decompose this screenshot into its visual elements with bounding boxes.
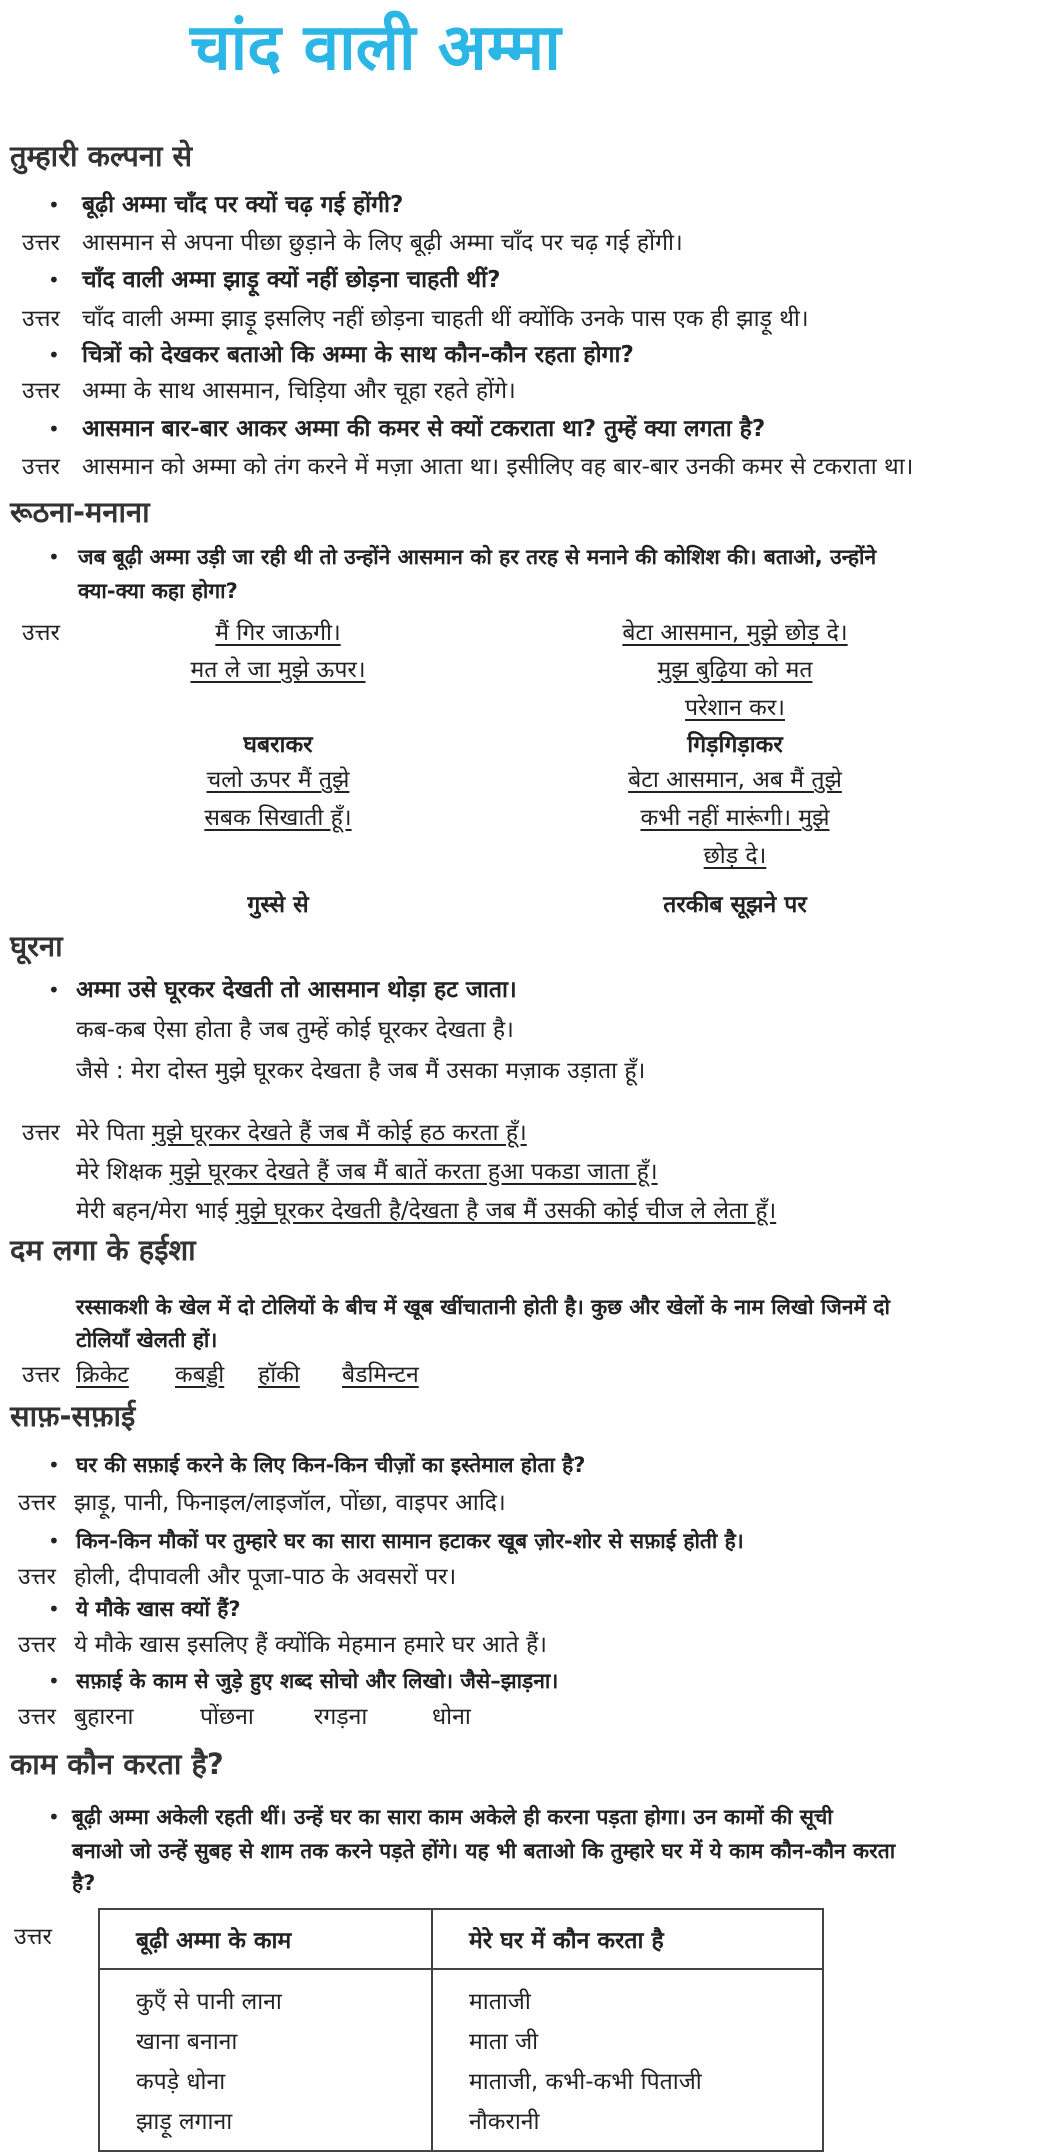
answer-line [76, 1196, 776, 1226]
table-row [99, 2020, 823, 2060]
table-row [99, 2100, 823, 2151]
answer-word: धोना [432, 1704, 471, 1730]
question: बूढ़ी अम्मा अकेली रहती थीं। उन्हें घर का सारा काम अकेले ही करना पड़ता होगा। उन कामों की सूची [72, 1805, 833, 1829]
answer-word: पोंछना [200, 1704, 254, 1730]
question: बूढ़ी अम्मा चाँद पर क्यों चढ़ गई होंगी? [82, 192, 404, 218]
answer-underlined: मुझे घूरकर देखते हैं जब मैं बातें करता हुआ पकडा जाता हूँ। [169, 1159, 658, 1185]
page-title: चांद वाली अम्मा [190, 11, 561, 85]
answer: चाँद वाली अम्मा झाड़ू इसलिए नहीं छोड़ना चाहती थीं क्योंकि उनके पास एक ही झाड़ू थी। [82, 306, 809, 332]
bullet-icon: • [48, 343, 60, 367]
question-continued: बनाओ जो उन्हें सुबह से शाम तक करने पड़ते होंगे। यह भी बताओ कि तुम्हारे घर में ये काम कौन-कौन करता [72, 1839, 896, 1863]
question: रस्साकशी के खेल में दो टोलियों के बीच में खूब खींचातानी होती है। कुछ और खेलों के नाम लिखो जिनमें दो [76, 1295, 890, 1319]
question: ये मौके खास क्यों हैं? [76, 1597, 241, 1621]
question: घर की सफ़ाई करने के लिए किन-किन चीज़ों का इस्तेमाल होता है? [76, 1453, 586, 1477]
question: आसमान बार-बार आकर अम्मा की कमर से क्यों टकराता था? तुम्हें क्या लगता है? [82, 416, 766, 442]
answer: आसमान को अम्मा को तंग करने में मज़ा आता था। इसीलिए वह बार-बार उनकी कमर से टकराता था। [82, 454, 914, 480]
answer-word: रगड़ना [314, 1704, 368, 1730]
answer-word: क्रिकेट [76, 1362, 129, 1388]
question: जब बूढ़ी अम्मा उड़ी जा रही थी तो उन्होंने आसमान को हर तरह से मनाने की कोशिश की। बताओ, उन्होंने [78, 545, 877, 569]
answer-label: उत्तर [18, 1632, 56, 1658]
answer-word: कबड्डी [175, 1362, 225, 1388]
table-row [99, 1969, 823, 2020]
answer-label: उत्तर [22, 454, 60, 480]
question: अम्मा उसे घूरकर देखती तो आसमान थोड़ा हट जाता। [76, 977, 517, 1003]
bullet-icon: • [48, 1453, 60, 1477]
answer-label-ghabrakar: घबराकर [243, 732, 313, 758]
section-heading-dum-laga-ke-haisha: दम लगा के हईशा [10, 1233, 196, 1267]
answer-label: उत्तर [22, 378, 60, 404]
answer: आसमान से अपना पीछा छुड़ाने के लिए बूढ़ी अम्मा चाँद पर चढ़ गई होंगी। [82, 230, 683, 256]
question: चाँद वाली अम्मा झाड़ू क्यों नहीं छोड़ना चाहती थीं? [82, 267, 501, 293]
table-header-row [99, 1909, 823, 1969]
bullet-icon: • [48, 1529, 60, 1553]
bullet-icon: • [48, 268, 60, 292]
answer-line: मुझ बुढ़िया को मत [657, 657, 813, 683]
answer-underlined: मुझे घूरकर देखते हैं जब मैं कोई हठ करता हूँ। [151, 1120, 527, 1146]
table-cell: खाना बनाना [99, 2020, 432, 2060]
bullet-icon: • [48, 545, 60, 569]
answer-word: बैडमिन्टन [342, 1362, 419, 1388]
bullet-icon: • [48, 1805, 60, 1829]
answer-label-gidgidakar: गिड़गिड़ाकर [687, 732, 783, 758]
answer-line: छोड़ दे। [703, 843, 767, 869]
bullet-icon: • [48, 417, 60, 441]
answer-prefix: मेरे शिक्षक [76, 1159, 170, 1185]
answer-line: बेटा आसमान, अब मैं तुझे [628, 767, 842, 793]
answer-label: उत्तर [22, 1120, 60, 1146]
answer-line: चलो ऊपर मैं तुझे [206, 767, 350, 793]
table-cell: माताजी, कभी-कभी पिताजी [469, 2069, 702, 2095]
table-cell: नौकरानी [469, 2109, 540, 2135]
question-continued: क्या-क्या कहा होगा? [78, 579, 238, 603]
answer-line: सबक सिखाती हूँ। [204, 805, 352, 831]
table-cell: कुएँ से पानी लाना [99, 1969, 432, 2020]
answer: अम्मा के साथ आसमान, चिड़िया और चूहा रहते होंगे। [82, 378, 516, 404]
answer-label-tarkeeb: तरकीब सूझने पर [663, 892, 807, 918]
answer-label: उत्तर [18, 1564, 56, 1590]
answer-label-gusse: गुस्से से [247, 892, 309, 918]
answer-word: हॉकी [258, 1362, 300, 1388]
answer-label: उत्तर [18, 1490, 56, 1516]
table-header: बूढ़ी अम्मा के काम [99, 1909, 432, 1969]
answer-line [76, 1118, 527, 1148]
question: सफ़ाई के काम से जुड़े हुए शब्द सोचो और लिखो। जैसे–झाड़ना। [76, 1669, 559, 1693]
answer-line [76, 1157, 658, 1187]
answer-line: कभी नहीं मारूंगी। मुझे [640, 805, 830, 831]
question-line: कब-कब ऐसा होता है जब तुम्हें कोई घूरकर देखता है। [76, 1017, 514, 1043]
answer-label: उत्तर [22, 306, 60, 332]
answer-label: उत्तर [14, 1924, 52, 1950]
answer-label: उत्तर [18, 1704, 56, 1730]
bullet-icon: • [48, 978, 60, 1002]
answer-line: बेटा आसमान, मुझे छोड़ दे। [622, 620, 848, 646]
section-heading-kaam-kaun-karta-hai: काम कौन करता है? [10, 1747, 224, 1781]
answer-line: मैं गिर जाऊगी। [215, 620, 341, 646]
answer-label: उत्तर [22, 230, 60, 256]
table-cell: झाड़ू लगाना [99, 2100, 432, 2151]
answer-line: परेशान कर। [685, 695, 785, 721]
question-continued: टोलियाँ खेलती हों। [76, 1328, 218, 1352]
section-heading-roothna-manana: रूठना-मनाना [10, 495, 150, 529]
answer-underlined: मुझे घूरकर देखती है/देखता है जब मैं उसकी कोई चीज ले लेता हूँ। [235, 1198, 777, 1224]
table-cell: माताजी [469, 1989, 531, 2015]
answer: झाड़ू, पानी, फिनाइल/लाइजॉल, पोंछा, वाइपर आदि। [74, 1490, 506, 1516]
bullet-icon: • [48, 1669, 60, 1693]
section-heading-ghoorna: घूरना [10, 929, 63, 963]
answer: होली, दीपावली और पूजा-पाठ के अवसरों पर। [74, 1564, 457, 1590]
question: चित्रों को देखकर बताओ कि अम्मा के साथ कौन-कौन रहता होगा? [82, 342, 634, 368]
table-cell: माता जी [469, 2029, 539, 2055]
question-continued: है? [72, 1871, 96, 1895]
section-heading-imagination: तुम्हारी कल्पना से [10, 139, 193, 173]
table-cell: कपड़े धोना [99, 2060, 432, 2100]
section-heading-saaf-safai: साफ़-सफ़ाई [10, 1399, 136, 1433]
bullet-icon: • [48, 193, 60, 217]
answer: ये मौके खास इसलिए हैं क्योंकि मेहमान हमारे घर आते हैं। [74, 1632, 548, 1658]
answer-prefix: मेरे पिता [76, 1120, 152, 1146]
answer-line: मत ले जा मुझे ऊपर। [190, 657, 366, 683]
bullet-icon: • [48, 1597, 60, 1621]
table-header: मेरे घर में कौन करता है [432, 1909, 823, 1969]
answer-prefix: मेरी बहन/मेरा भाई [76, 1198, 236, 1224]
chores-table [98, 1908, 824, 2152]
question: किन-किन मौकों पर तुम्हारे घर का सारा सामान हटाकर खूब ज़ोर-शोर से सफ़ाई होती है। [76, 1529, 744, 1553]
table-row [99, 2060, 823, 2100]
answer-word: बुहारना [74, 1704, 134, 1730]
answer-label: उत्तर [22, 620, 60, 646]
example-line: जैसे : मेरा दोस्त मुझे घूरकर देखता है जब मैं उसका मज़ाक उड़ाता हूँ। [76, 1058, 646, 1084]
answer-label: उत्तर [22, 1362, 60, 1388]
